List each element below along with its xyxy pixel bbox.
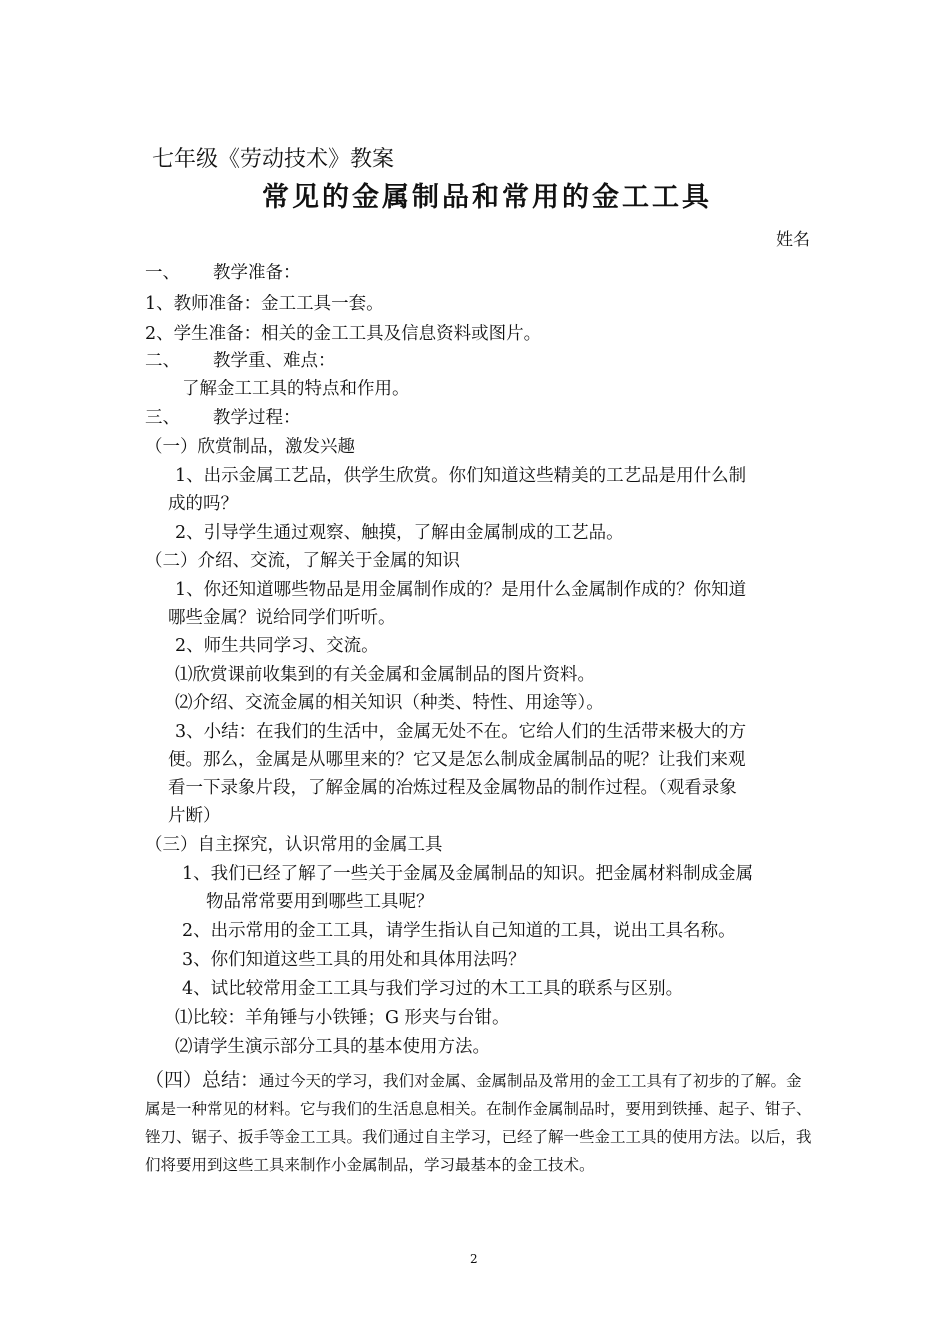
- part-3-item-3: 3、你们知道这些工具的用处和具体用法吗？: [182, 950, 526, 970]
- section-heading-2: [145, 350, 336, 372]
- section-heading-1: [145, 262, 301, 284]
- line-teacher-prep: 1、教师准备：金工工具一套。: [145, 294, 384, 314]
- document-title: 常见的金属制品和常用的金工工具: [262, 182, 712, 213]
- part-1-item-2: 2、引导学生通过观察、触摸，了解由金属制成的工艺品。: [175, 523, 624, 543]
- part-2-item-2: 2、师生共同学习、交流。: [175, 636, 379, 656]
- part-2-item-3-cont: 片断）: [168, 806, 221, 826]
- part-2-item-1: 1、你还知道哪些物品是用金属制作成的？是用什么金属制作成的？你知道: [175, 580, 747, 600]
- line-student-prep: 2、学生准备：相关的金工工具及信息资料或图片。: [145, 324, 542, 344]
- section-heading-3: [145, 407, 301, 429]
- part-1-heading: （一）欣赏制品，激发兴趣: [145, 437, 355, 457]
- part-2-item-3: 3、小结：在我们的生活中，金属无处不在。它给人们的生活带来极大的方: [175, 722, 747, 742]
- part-3-subitem-2: ⑵请学生演示部分工具的基本使用方法。: [175, 1037, 490, 1057]
- part-3-heading: （三）自主探究，认识常用的金属工具: [145, 835, 443, 855]
- section-number: 一、: [145, 263, 180, 283]
- summary-text: 通过今天的学习，我们对金属、金属制品及常用的金工工具有了初步的了解。金属是一种常见的材料。它与我们的生活息息相关。在制作金属制品时，要用到铁捶、起子、钳子、锉刀、锯子、扳手等金工工具。我们通过自主学习，已经了解一些金工工具的使用方法。以后，我们将要用到这些工具来制作小金属制品，学习最基本的金工技术。: [145, 1072, 812, 1174]
- part-3-item-4: 4、试比较常用金工工具与我们学习过的木工工具的联系与区别。: [182, 979, 684, 999]
- page-number: 2: [470, 1252, 478, 1266]
- part-3-item-1-cont: 物品常常要用到哪些工具呢？: [206, 892, 434, 912]
- part-2-subitem-1: ⑴欣赏课前收集到的有关金属和金属制品的图片资料。: [175, 665, 595, 685]
- part-2-item-3-cont: 看一下录象片段，了解金属的冶炼过程及金属物品的制作过程。（观看录象: [168, 778, 737, 798]
- summary-paragraph: [145, 1066, 815, 1179]
- part-4-heading: （四）总结：: [145, 1069, 260, 1091]
- section-title: 教学过程：: [213, 408, 301, 428]
- part-1-item-1-cont: 成的吗？: [168, 494, 238, 514]
- part-1-item-1: 1、出示金属工艺品，供学生欣赏。你们知道这些精美的工艺品是用什么制: [175, 466, 747, 486]
- line-key-points: 了解金工工具的特点和作用。: [182, 379, 410, 399]
- part-3-item-2: 2、出示常用的金工工具，请学生指认自己知道的工具，说出工具名称。: [182, 921, 736, 941]
- section-number: 三、: [145, 408, 180, 428]
- document-subtitle: 七年级《劳动技术》教案: [152, 147, 395, 172]
- part-3-item-1: 1、我们已经了解了一些关于金属及金属制品的知识。把金属材料制成金属: [182, 864, 754, 884]
- name-label: 姓名: [776, 230, 810, 250]
- part-2-subitem-2: ⑵介绍、交流金属的相关知识（种类、特性、用途等）。: [175, 693, 604, 713]
- section-title: 教学重、难点：: [213, 351, 336, 371]
- part-3-subitem-1: ⑴比较：羊角锤与小铁锤；G 形夹与台钳。: [175, 1008, 510, 1028]
- section-number: 二、: [145, 351, 180, 371]
- part-2-item-1-cont: 哪些金属？说给同学们听听。: [168, 608, 396, 628]
- part-2-heading: （二）介绍、交流，了解关于金属的知识: [145, 551, 460, 571]
- part-2-item-3-cont: 便。那么，金属是从哪里来的？它又是怎么制成金属制品的呢？让我们来观: [168, 750, 746, 770]
- section-title: 教学准备：: [213, 263, 301, 283]
